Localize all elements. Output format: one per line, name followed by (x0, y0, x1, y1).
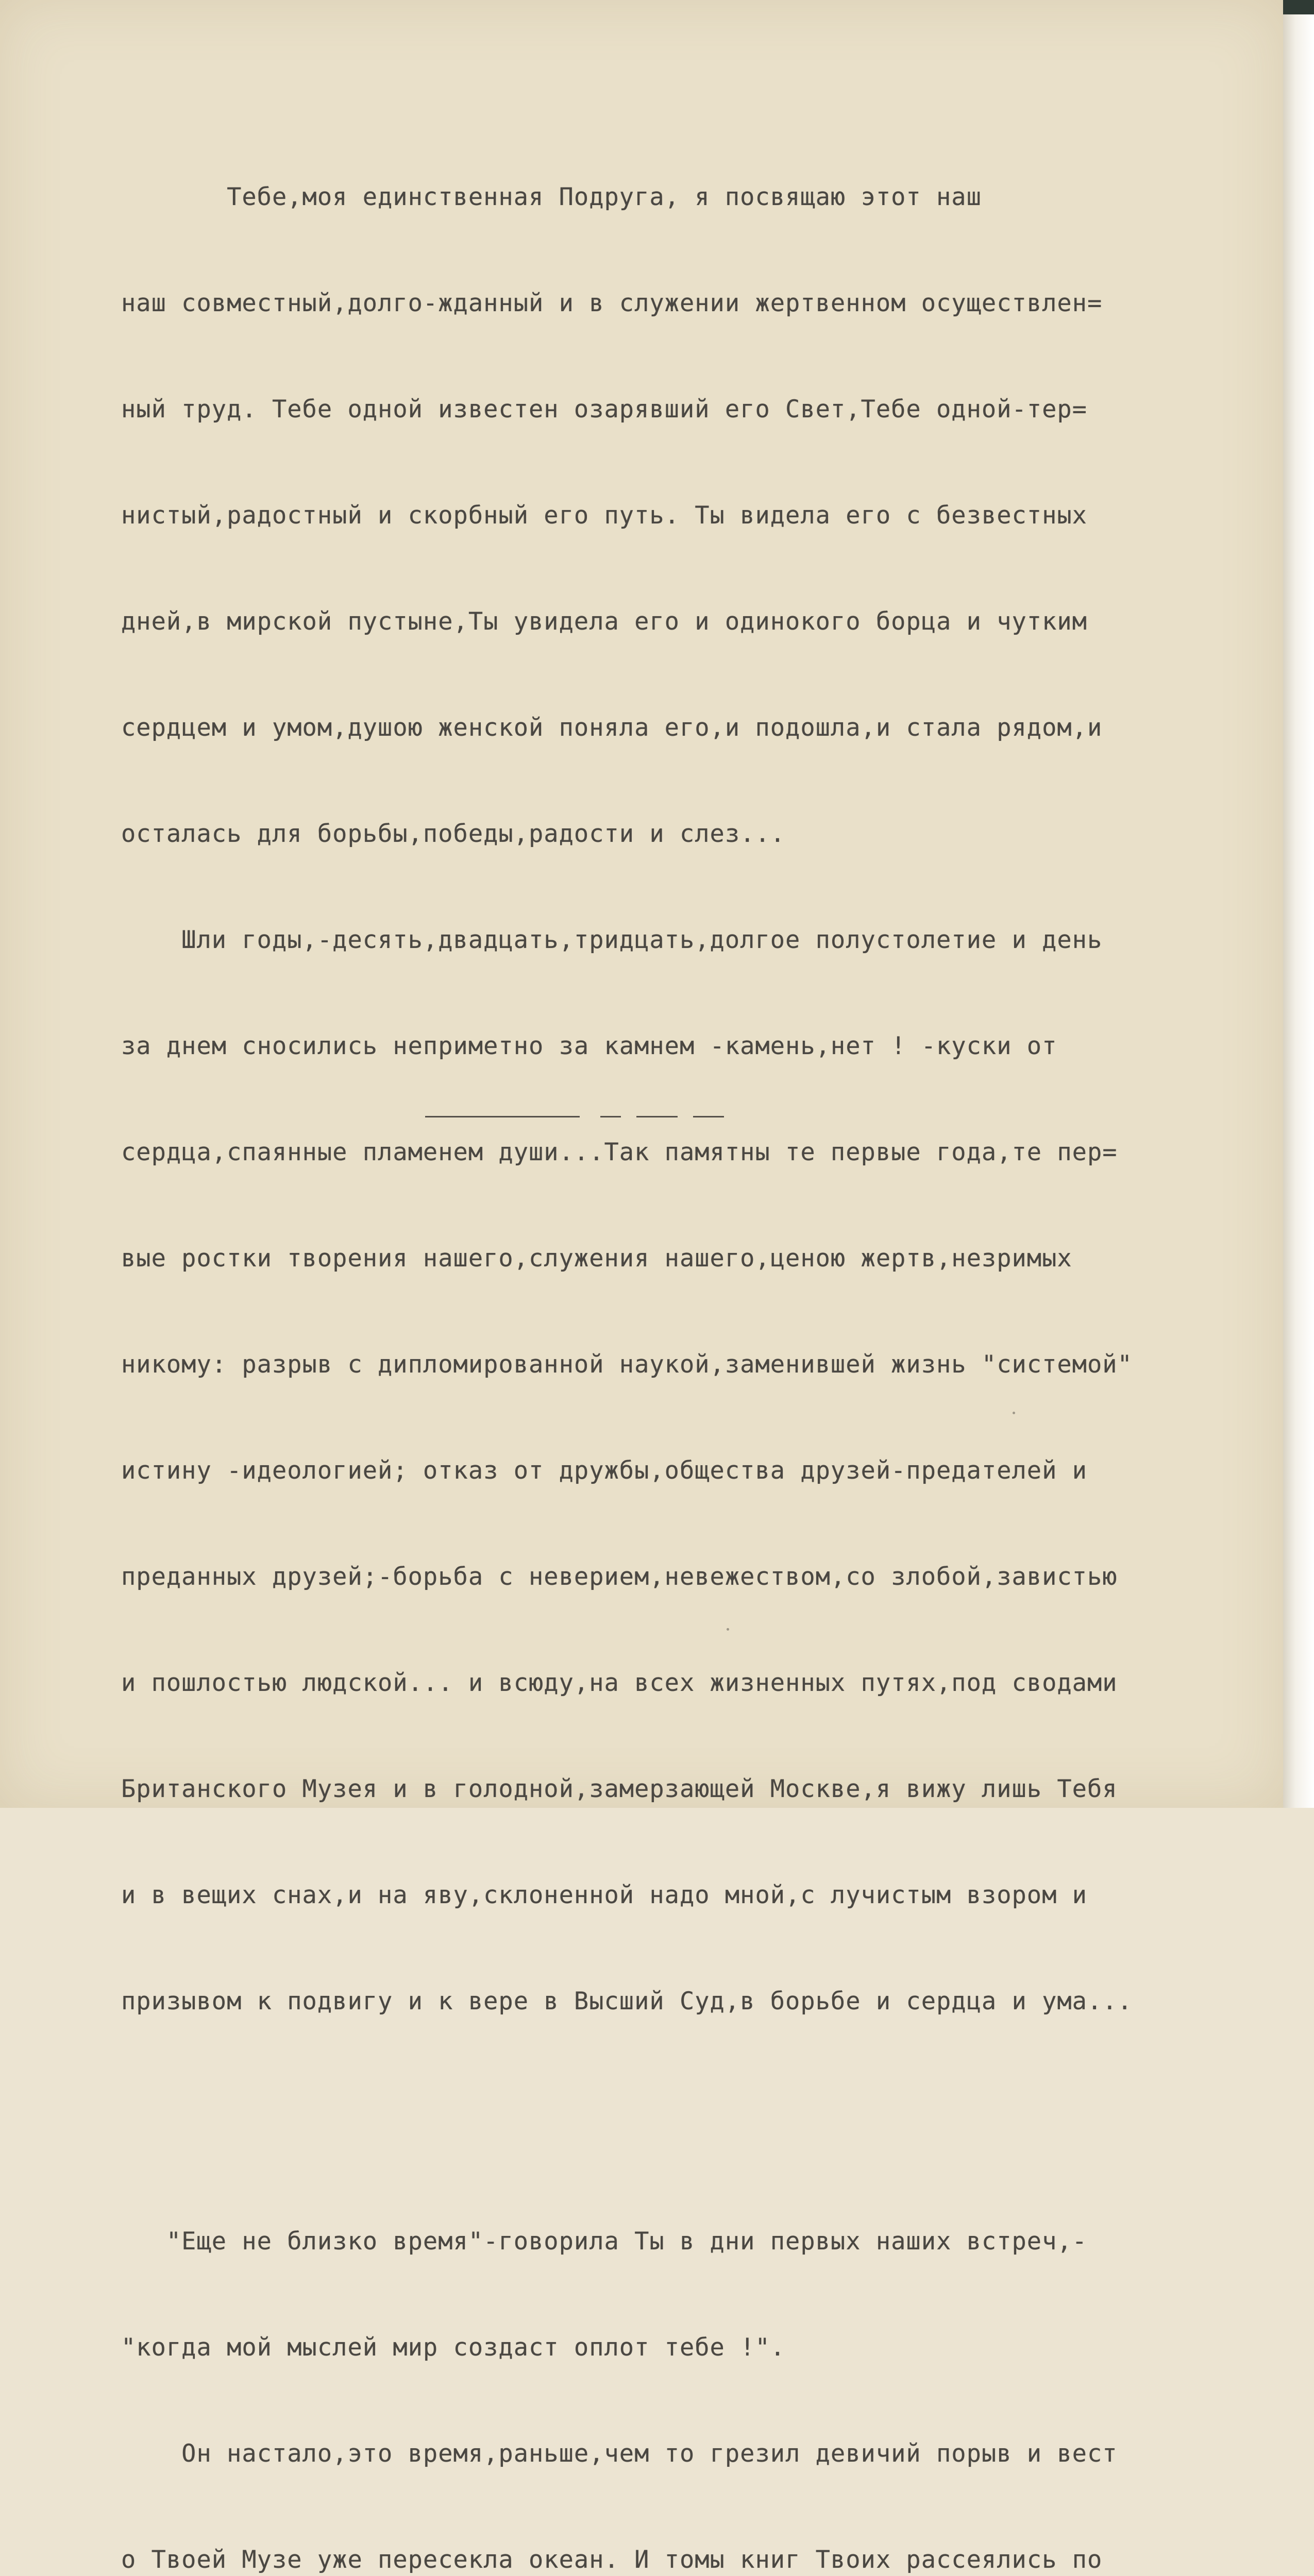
typewritten-text (121, 116, 1286, 2576)
text-line: вые ростки творения нашего,служения нашего,ценою жертв,незримых (121, 1244, 1072, 1273)
text-line: призывом к подвигу и к вере в Высший Суд,в борьбе и сердца и ума... (121, 1987, 1133, 2015)
spacer (121, 2083, 1286, 2160)
text-line: за днем сносились неприметно за камнем -камень,нет ! -куски от (121, 1032, 1057, 1060)
text-line: ный труд. Тебе одной известен озарявший его Свет,Тебе одной-тер= (121, 395, 1087, 423)
text-line: Британского Музея и в голодной,замерзающей Москве,я вижу лишь Тебя (121, 1775, 1118, 1803)
text-line: никому: разрыв с дипломированной наукой,заменившей жизнь "системой" (121, 1350, 1133, 1379)
text-line: дней,в мирской пустыне,Ты увидела его и одинокого борца и чутким (121, 607, 1087, 636)
divider-dash (600, 1116, 621, 1117)
divider-dash (425, 1116, 580, 1117)
text-line: преданных друзей;-борьба с неверием,невежеством,со злобой,завистью (121, 1563, 1118, 1591)
text-line: Тебе,моя единственная Подруга, я посвящаю этот наш (121, 183, 982, 211)
text-line: нистый,радостный и скорбный его путь. Ты видела его с безвестных (121, 501, 1087, 530)
paper-speck (727, 1628, 729, 1631)
background-corner (1283, 0, 1314, 14)
text-line: о Твоей Музе уже пересекла океан. И томы книг Твоих рассеялись по (121, 2546, 1103, 2574)
text-line: "когда мой мыслей мир создаст оплот тебе !". (121, 2333, 786, 2362)
text-line: и в вещих снах,и на яву,склоненной надо мной,с лучистым взором и (121, 1881, 1087, 1909)
page-edge (1283, 0, 1314, 1808)
section-divider (425, 1113, 724, 1120)
divider-dash (693, 1116, 724, 1117)
text-line: сердцем и умом,душою женской поняла его,и подошла,и стала рядом,и (121, 714, 1103, 742)
text-line: истину -идеологией; отказ от дружбы,общества друзей-предателей и (121, 1456, 1087, 1485)
paper-speck (1013, 1412, 1015, 1414)
text-line: "Еще не близко время"-говорила Ты в дни первых наших встреч,- (121, 2227, 1087, 2256)
text-line: Шли годы,-десять,двадцать,тридцать,долгое полустолетие и день (121, 926, 1103, 954)
divider-dash (636, 1116, 678, 1117)
text-line: сердца,спаянные пламенем души...Так памятны те первые года,те пер= (121, 1138, 1118, 1166)
text-line: и пошлостью людской... и всюду,на всех жизненных путях,под сводами (121, 1669, 1118, 1697)
text-line: осталась для борьбы,победы,радости и слез... (121, 820, 786, 848)
text-line: наш совместный,долго-жданный и в служении жертвенном осуществлен= (121, 289, 1103, 317)
text-line: Он настало,это время,раньше,чем то грезил девичий порыв и вест (121, 2439, 1118, 2468)
